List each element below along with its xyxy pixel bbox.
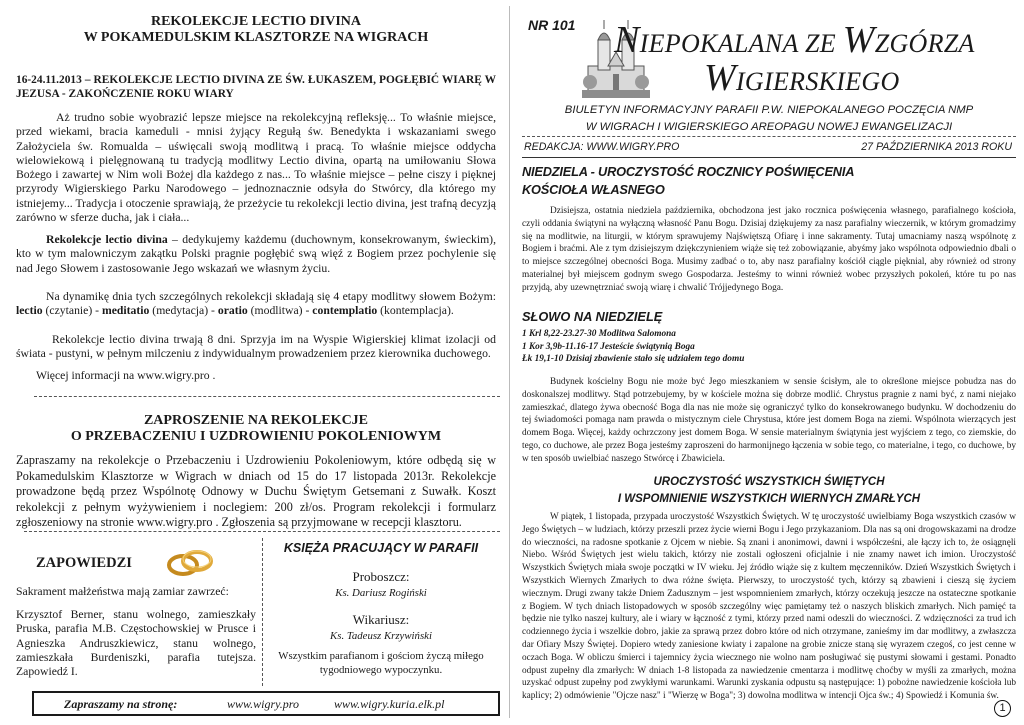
footer-label: Zapraszamy na stronę: bbox=[64, 697, 178, 711]
banns-intro: Sakrament małżeństwa mają zamiar zawrzeć: bbox=[16, 585, 229, 598]
invite-text: Zapraszamy na rekolekcje o Przebaczeniu i Uzdrowieniu Pokoleniowym, które odbędą się w Pokamedulskim Klasztorze w Wigrach w dniach od 15 do 17 listopada 2013r. Rekolekcje prowadzone będą przez Wspólnotę Odnowy w Duchu Świętym Getsemani z Suwałk. Koszt rekolekcji z pełnym wyżywieniem i noclegiem: 200 zł/os. Program rekolekcji i formularz zgłoszeniowy na stronie www.wigry.pro . Zgłoszenia są przyjmowane w recepcji klasztoru. bbox=[16, 453, 496, 529]
priests-section bbox=[266, 538, 496, 686]
sunday-word-heading: SŁOWO NA NIEDZIELĘ bbox=[522, 309, 663, 324]
editorial-label: REDAKCJA: WWW.WIGRY.PRO bbox=[524, 141, 680, 153]
vicar-name: Ks. Tadeusz Krzywiński bbox=[330, 630, 432, 642]
bulletin-line-1: BIULETYN INFORMACYJNY PARAFII P.W. NIEPOKALANEGO POCZĘCIA NMP bbox=[564, 104, 974, 116]
pastor-role: Proboszcz: bbox=[352, 569, 410, 584]
wedding-rings-icon bbox=[164, 544, 216, 580]
banns-text: Krzysztof Berner, stanu wolnego, zamieszkały Pruska, parafia M.B. Częstochowskiej w Prusce i Agnieszka Andruszkiewicz, stanu wolnego, zamieszkała Burdeniszki, parafia tutejsza. Zapowiedź I. bbox=[16, 608, 256, 679]
issue-number: NR 101 bbox=[528, 17, 576, 33]
left-column bbox=[16, 10, 496, 716]
retreat-subtitle: 16-24.11.2013 – REKOLEKCJE LECTIO DIVINA ZE ŚW. ŁUKASZEM, POGŁĘBIĆ WIARĘ W JEZUSA - ZAKOŃCZENIE ROKU WIARY bbox=[16, 74, 496, 100]
column-separator bbox=[262, 538, 263, 686]
retreat-stages-paragraph: Na dynamikę dnia tych szczególnych rekolekcji składają się 4 etapy modlitwy słowem Bożym: lectio (czytanie) - meditatio (medytacja) - oratio (modlitwa) - contemplatio (kontemplacja). bbox=[16, 290, 496, 318]
footer-link-kuria[interactable]: www.wigry.kuria.elk.pl bbox=[334, 697, 445, 711]
pastor-name: Ks. Dariusz Rogiński bbox=[335, 587, 427, 599]
masthead-line-2: WIGIERSKIEGO bbox=[704, 57, 900, 99]
column-divider bbox=[509, 6, 510, 718]
all-saints-text: W piątek, 1 listopada, przypada uroczystość Wszystkich Świętych. W tę uroczystość uwielbiamy Boga wszystkich czasów w Jego Świętych – w ludziach, którzy przeszli przez życie wierni Bogu i Jego przykazaniom. Dla nas są oni drogowskazami na drodze do wieczności, na radosne spotkanie z Ojcem w niebie. Są znani i anonimowi, dawni i współcześni, ale łączy ich to, że osiągnęli Niebo. Wśród Świętych jest wielu takich, którzy nie zostali ogłoszeni oficjalnie i nie znamy nawet ich imion. Uroczystość Wszystkich Świętych miała swoje początki w IV wieku. Jej źródło wiąże się z kultem męczenników. Dzień Wszystkich Świętych i Wszystkich Wiernych Zmarłych to dwa różne święta. Pierwszy, to uroczystość tych, którzy są zbawieni i cieszą się życiem wiecznym. Drugi zwany także Dniem Zadusznym – jest wspomnieniem zmarłych, którzy oczekują jeszcze na ostateczne spotkanie z Bogiem. W tych dniach listopadowych w sposób szczególny więc pamiętamy też o naszych bliskich zmarłych. Nich pamięć ta będzie nie tylko naszej kultury, ale i wiary w łączność z tymi, którzy przed nami odeszli do wieczności. Z wdzięczności za trud ich codziennego życia i wszelkie dobro, jakie za sprawą przez dobro które od nich otrzymane, zanieśmy im dar modlitwy, a zwłaszcza dar Ofiary Mszy Świętej. Dopiero wtedy zaniesione kwiaty i zapalone na grobie znicze staną się wyrazem czegoś, co jest cenne w oczach Boga. W obliczu śmierci i tajemnicy życia wiecznego nie wolno nam posługiwać się pustymi słowami i gestami. Ponadto odpust zupełny dla zmarłych: W dniach 1-8 listopada za nawiedzenie cmentarza i modlitwę choćby w myśli za zmarłych, można uzyskać odpust zupełny pod zwykłymi warunkami. Warunki zyskania odpustu są następujące: 1) pobożne nawiedzenie kościoła lub kaplicy; 2) odmówienie "Ojcze nasz" i "Wierzę w Boga"; 3) dowolna modlitwa w intencji Ojca św.; 4) Spowiedź i Komunia św. bbox=[522, 512, 1016, 702]
page-number: 1 bbox=[994, 700, 1011, 717]
retreat-duration-paragraph: Rekolekcje lectio divina trwają 8 dni. Sprzyja im na Wyspie Wigierskiej klimat izolacji od świata - pustyni, w pełnym milczeniu z indywidualnym prowadzeniem przez kierownika duchowego. bbox=[16, 333, 496, 361]
header-separator bbox=[522, 136, 1016, 137]
readings-list: 1 Krl 8,22-23.27-30 Modlitwa Salomona 1 Kor 3,9b-11.16-17 Jesteście świątynią Boga Łk 19,1-10 Dzisiaj zbawienie stało się udziałem tego domu bbox=[522, 329, 745, 364]
right-column bbox=[522, 8, 1016, 718]
section-separator bbox=[24, 531, 500, 532]
website-footer bbox=[32, 691, 500, 716]
anniversary-text: Dzisiejsza, ostatnia niedziela października, obchodzona jest jako rocznica poświęcenia własnego, parafialnego kościoła, czyli oddania świątyni na wyłączną własność Panu Bogu. Dzisiaj dziękujemy za nasz parafialny wieczernik, w którym gromadzimy się na modlitwie, na liturgii, w którym sprawujemy Najświętszą Ofiarę i inne sakramenty. Tutaj umacniamy naszą wspólnotę z Bogiem i braćmi. Ale z tym dzisiejszym dziękczynieniem wiąże się też zobowiązanie, abyśmy jako wspólnota odpowiednio dbali o to miejsce szczególnej obecności Boga. Musimy zadbać o to, aby nasz parafialny kościół ciągle pięknial, aby również od strony materialnej był miejscem godnym swego Gospodarza. Jesteśmy to winni również wobec przyszłych pokoleń, które tu po nas przyjdą, aby uzewnętrzniać swoją wiarę i chwalić Trójjedynego Boga. bbox=[522, 206, 1016, 293]
priests-wish: Wszystkim parafianom i gościom życzą miłego tygodniowego wypoczynku. bbox=[278, 650, 484, 676]
section-separator bbox=[34, 396, 500, 397]
header-rule bbox=[522, 157, 1016, 158]
footer-link-wigry[interactable]: www.wigry.pro bbox=[227, 697, 300, 711]
masthead-line-1: NIEPOKALANA ZE WZGÓRZA bbox=[614, 19, 975, 61]
banns-section bbox=[16, 538, 256, 683]
invite-title: ZAPROSZENIE NA REKOLEKCJE O PRZEBACZENIU I UZDROWIENIU POKOLENIOWYM bbox=[70, 413, 442, 444]
all-saints-heading: UROCZYSTOŚĆ WSZYSTKICH ŚWIĘTYCH I WSPOMNIENIE WSZYSTKICH WIERNYCH ZMARŁYCH bbox=[617, 476, 921, 505]
retreat-more-info: Więcej informacji na www.wigry.pro . bbox=[36, 369, 216, 382]
bulletin-line-2: W WIGRACH I WIGIERSKIEGO AREOPAGU NOWEJ EWANGELIZACJI bbox=[585, 121, 953, 133]
anniversary-heading: NIEDZIELA - UROCZYSTOŚĆ ROCZNICY POŚWIĘCENIA KOŚCIOŁA WŁASNEGO bbox=[522, 164, 855, 197]
sunday-word-text: Budynek kościelny Bogu nie może być Jego mieszkaniem w sensie ścisłym, ale to określone miejsce pobudza nas do doskonalszej modlitwy. Stąd potrzebujemy, by w kościele można się dobrze modlić. Chrystus pragnie z nami być, z nami niejako zamieszkać, dlatego żywa obecność Boga dla nas nie może się ograniczyć tylko do konsekrowanego budynku. W dochodzeniu do tej świadomości pomaga nam prawda o mistycznym ciele Chrystusa, które jest domem Boga na ziemi. Wspólnota wierzących jest domem Boga. Więcej, każdy ochrzczony jest domem Boga. W sensie materialnym świątynia jest wyjściem z tego, co ziemskie, do tego, co duchowe, ale przez Boga jesteśmy zaproszeni do harmonijnego łączenia w sobie tego, co materialne, i tego, co duchowe, by w ten sposób uwielbiać naszego Stwórcę i Zbawiciela. bbox=[522, 377, 1016, 464]
priests-title: KSIĘŻA PRACUJĄCY W PARAFII bbox=[283, 541, 479, 555]
retreat-intro-paragraph: Aż trudno sobie wyobrazić lepsze miejsce na rekolekcyjną refleksję... To właśnie miejsce, przed wiekami, bracia kameduli - mnisi żyjący Regułą św. Benedykta i wskazaniami swego Założyciela św. Romualda – uświęcali swoją modlitwą i pracą. To właśnie miejsce oddycha wielowiekową i pielęgnowaną tu tradycją modlitwy Lectio divina, opartą na umiłowaniu Słowa Bożego i zawartej w Nim woli Bożej dla każdego z nas... To właśnie miejsce – pełne ciszy i pięknej przyrody Wigierskiego Parku Narodowego – jednoznacznie odsyła do Stwórcy, dla którego my istniejemy... Tradycja i otoczenie sprawiają, że przeżycie tu rekolekcji lectio divina, jest trafną decyzją zarówno w sferze ducha, jak i ciała... bbox=[16, 111, 496, 225]
banns-title: ZAPOWIEDZI bbox=[36, 555, 132, 571]
retreat-dedication-paragraph: Rekolekcje lectio divina – dedykujemy każdemu (duchownym, konsekrowanym, świeckim), kto w tym malowniczym zakątku Polski pragnie pogłębić swą więź z Bogiem przez pochylenie się nad Jego Słowem i zastosowanie Jego wskazań we własnym życiu. bbox=[16, 233, 496, 275]
retreat-title: REKOLEKCJE LECTIO DIVINA W POKAMEDULSKIM KLASZTORZE NA WIGRACH bbox=[83, 14, 429, 45]
vicar-role: Wikariusz: bbox=[352, 612, 410, 627]
editorial-row bbox=[524, 141, 1012, 153]
issue-date: 27 PAŹDZIERNIKA 2013 ROKU bbox=[861, 141, 1012, 153]
